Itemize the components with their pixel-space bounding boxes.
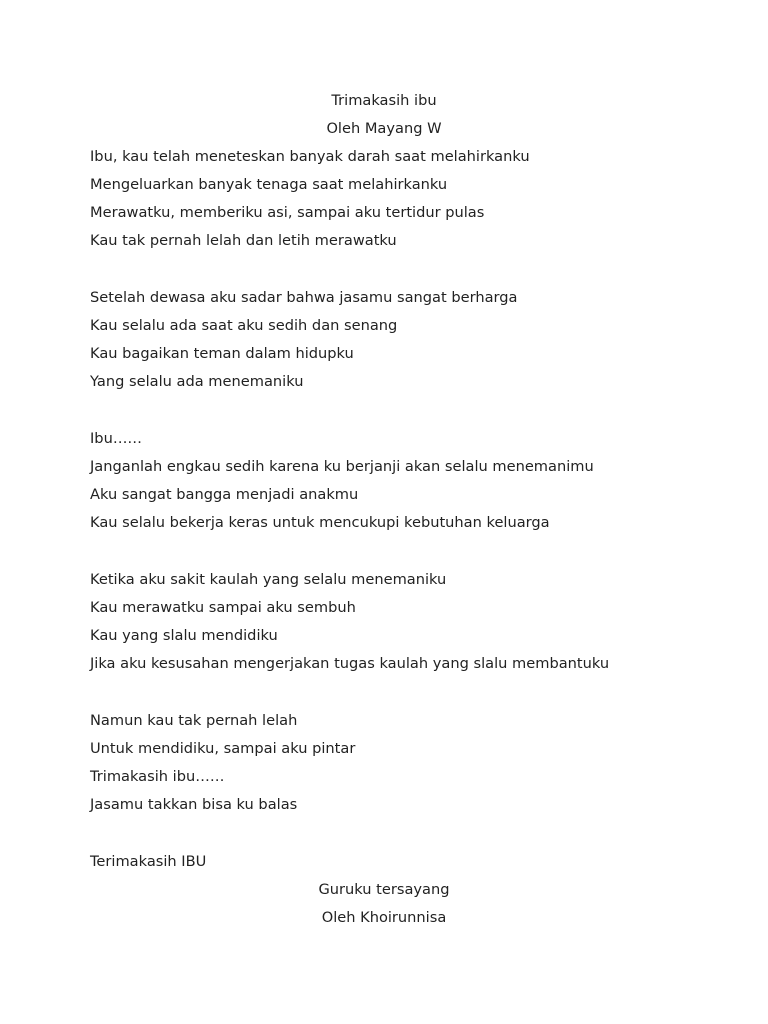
poem-title: Trimakasih ibu bbox=[331, 92, 437, 109]
poem-line: Namun kau tak pernah lelah bbox=[90, 712, 298, 729]
poem-closing: Terimakasih IBU bbox=[90, 853, 207, 870]
poem-author: Oleh Khoirunnisa bbox=[321, 909, 447, 926]
poem-line: Jika aku kesusahan mengerjakan tugas kaulah yang slalu membantuku bbox=[90, 655, 610, 672]
poem-line: Kau selalu bekerja keras untuk mencukupi kebutuhan keluarga bbox=[90, 514, 550, 531]
poem-line: Trimakasih ibu…… bbox=[90, 768, 225, 785]
poem-line: Ketika aku sakit kaulah yang selalu menemaniku bbox=[90, 571, 447, 588]
poem-line: Jasamu takkan bisa ku balas bbox=[90, 796, 298, 813]
poem-line: Mengeluarkan banyak tenaga saat melahirkanku bbox=[90, 176, 448, 193]
poem-line: Kau merawatku sampai aku sembuh bbox=[90, 599, 356, 616]
poem-author: Oleh Mayang W bbox=[326, 120, 442, 137]
poem-line: Janganlah engkau sedih karena ku berjanji akan selalu menemanimu bbox=[90, 458, 594, 475]
poem-line: Kau yang slalu mendidiku bbox=[90, 627, 278, 644]
poem-line: Setelah dewasa aku sadar bahwa jasamu sangat berharga bbox=[90, 289, 518, 306]
poem-line: Kau tak pernah lelah dan letih merawatku bbox=[90, 232, 397, 249]
poem-line: Kau selalu ada saat aku sedih dan senang bbox=[90, 317, 398, 334]
poem-line: Ibu…… bbox=[90, 430, 143, 447]
poem-line: Ibu, kau telah meneteskan banyak darah saat melahirkanku bbox=[90, 148, 530, 165]
poem-line: Kau bagaikan teman dalam hidupku bbox=[90, 345, 354, 362]
poem-line: Aku sangat bangga menjadi anakmu bbox=[90, 486, 359, 503]
poem-line: Merawatku, memberiku asi, sampai aku tertidur pulas bbox=[90, 204, 485, 221]
poem-title: Guruku tersayang bbox=[318, 881, 450, 898]
poem-line: Yang selalu ada menemaniku bbox=[90, 373, 304, 390]
poem-line: Untuk mendidiku, sampai aku pintar bbox=[90, 740, 356, 757]
